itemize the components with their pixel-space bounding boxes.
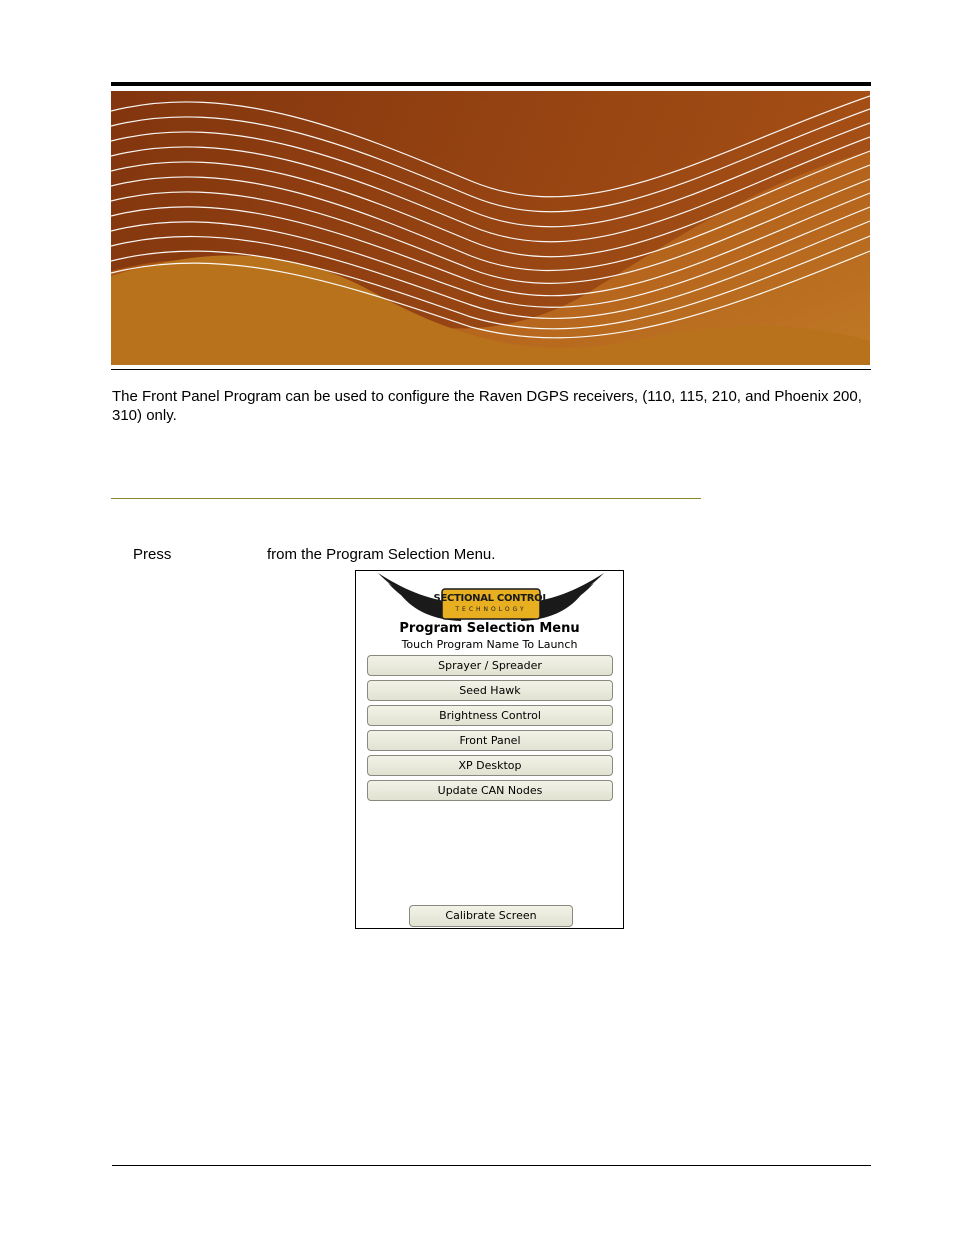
header-rule xyxy=(111,82,871,86)
xp-desktop-button[interactable]: XP Desktop xyxy=(367,755,613,776)
seed-hawk-button[interactable]: Seed Hawk xyxy=(367,680,613,701)
banner-art xyxy=(111,91,870,365)
brightness-control-button[interactable]: Brightness Control xyxy=(367,705,613,726)
program-selection-screen xyxy=(355,570,624,929)
banner-bottom-rule xyxy=(111,369,871,370)
sectional-control-logo xyxy=(376,573,606,623)
intro-paragraph: The Front Panel Program can be used to configure the Raven DGPS receivers, (110, 115, 210, and Phoenix 200, 310) only. xyxy=(112,388,862,424)
front-panel-button[interactable]: Front Panel xyxy=(367,730,613,751)
section-rule xyxy=(111,498,701,499)
sprayer-spreader-button[interactable]: Sprayer / Spreader xyxy=(367,655,613,676)
header-banner xyxy=(111,91,870,365)
logo-subtext: TECHNOLOGY xyxy=(455,606,527,613)
calibrate-screen-button[interactable]: Calibrate Screen xyxy=(409,905,573,927)
update-can-nodes-button[interactable]: Update CAN Nodes xyxy=(367,780,613,801)
step-press-text: Press xyxy=(133,546,172,563)
menu-title: Program Selection Menu xyxy=(399,621,580,636)
menu-subtitle: Touch Program Name To Launch xyxy=(401,638,578,651)
step-instruction-text: from the Program Selection Menu. xyxy=(267,546,496,563)
footer-rule xyxy=(112,1165,871,1166)
logo-text: SECTIONAL CONTROL xyxy=(433,593,549,604)
